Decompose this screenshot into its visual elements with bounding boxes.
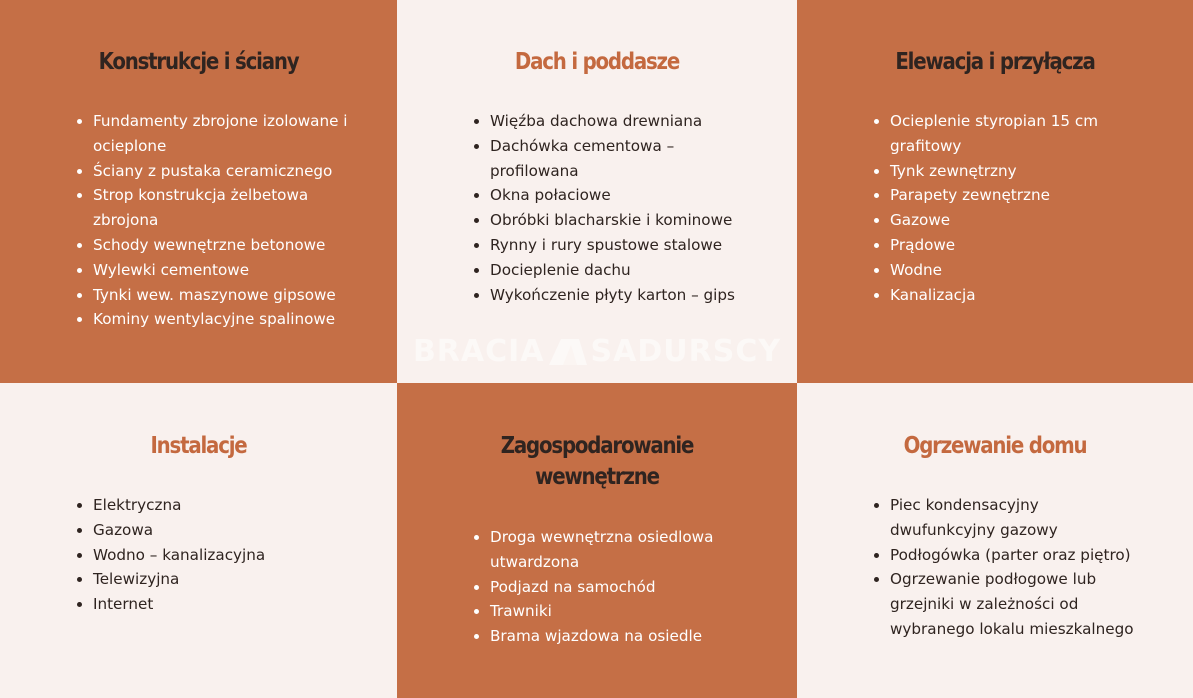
- section-development: [397, 383, 797, 698]
- feature-list: [471, 525, 760, 649]
- list-item: • Wodno – kanalizacyjna: [93, 543, 383, 568]
- list-item: • Elektryczna: [93, 493, 383, 518]
- feature-list: [471, 109, 780, 307]
- list-item: • Droga wewnętrzna osiedlowa utwardzona: [490, 525, 760, 575]
- section-facade: [797, 0, 1193, 383]
- list-item: • Fundamenty zbrojone izolowane i ocieplone: [93, 109, 378, 159]
- list-item: • Schody wewnętrzne betonowe: [93, 233, 378, 258]
- list-item: • Podjazd na samochód: [490, 575, 760, 600]
- section-title: Elewacja i przyłącza: [895, 49, 1095, 75]
- list-item: • Okna połaciowe: [490, 183, 780, 208]
- watermark-text-left: BRACIA: [412, 333, 545, 369]
- section-title: Instalacje: [150, 433, 247, 459]
- section-title: [425, 431, 769, 493]
- list-item: • Obróbki blacharskie i kominowe: [490, 208, 780, 233]
- list-item: • Prądowe: [890, 233, 1135, 258]
- list-item: • Internet: [93, 592, 383, 617]
- feature-list: [74, 493, 383, 617]
- list-item: • Kominy wentylacyjne spalinowe: [93, 307, 378, 332]
- list-item: • Ocieplenie styropian 15 cm grafitowy: [890, 109, 1135, 159]
- section-title-line: wewnętrzne: [535, 464, 659, 490]
- list-item: • Wodne: [890, 258, 1135, 283]
- list-item: • Rynny i rury spustowe stalowe: [490, 233, 780, 258]
- feature-list: [871, 109, 1135, 307]
- section-title: Ogrzewanie domu: [903, 433, 1087, 459]
- section-heating: [797, 383, 1193, 698]
- list-item: • Podłogówka (parter oraz piętro): [890, 543, 1162, 568]
- section-title-line: Zagospodarowanie: [500, 433, 694, 459]
- feature-list: [871, 493, 1162, 642]
- list-item: • Strop konstrukcja żelbetowa zbrojona: [93, 183, 378, 233]
- section-title: Dach i poddasze: [514, 49, 680, 75]
- section-roof: [397, 0, 797, 383]
- section-construction: [0, 0, 397, 383]
- list-item: • Piec kondensacyjny dwufunkcyjny gazowy: [890, 493, 1090, 543]
- list-item: • Wylewki cementowe: [93, 258, 378, 283]
- list-item: • Tynk zewnętrzny: [890, 159, 1135, 184]
- list-item: • Kanalizacja: [890, 283, 1135, 308]
- list-item: • Tynki wew. maszynowe gipsowe: [93, 283, 378, 308]
- list-item: • Gazowa: [93, 518, 383, 543]
- list-item: • Brama wjazdowa na osiedle: [490, 624, 760, 649]
- list-item: • Docieplenie dachu: [490, 258, 780, 283]
- list-item: • Ogrzewanie podłogowe lub grzejniki w zależności od wybranego lokalu mieszkalnego: [890, 567, 1142, 641]
- list-item: • Telewizyjna: [93, 567, 383, 592]
- list-item: • Parapety zewnętrzne: [890, 183, 1135, 208]
- watermark-text-right: SADURSCY: [590, 333, 782, 369]
- list-item: • Dachówka cementowa – profilowana: [490, 134, 700, 184]
- list-item: • Wykończenie płyty karton – gips: [490, 283, 780, 308]
- section-installations: [0, 383, 397, 698]
- list-item: • Więźba dachowa drewniana: [490, 109, 780, 134]
- feature-list: [74, 109, 378, 332]
- list-item: • Trawniki: [490, 599, 760, 624]
- section-title: Konstrukcje i ściany: [98, 49, 299, 75]
- list-item: • Gazowe: [890, 208, 1135, 233]
- list-item: • Ściany z pustaka ceramicznego: [93, 159, 378, 184]
